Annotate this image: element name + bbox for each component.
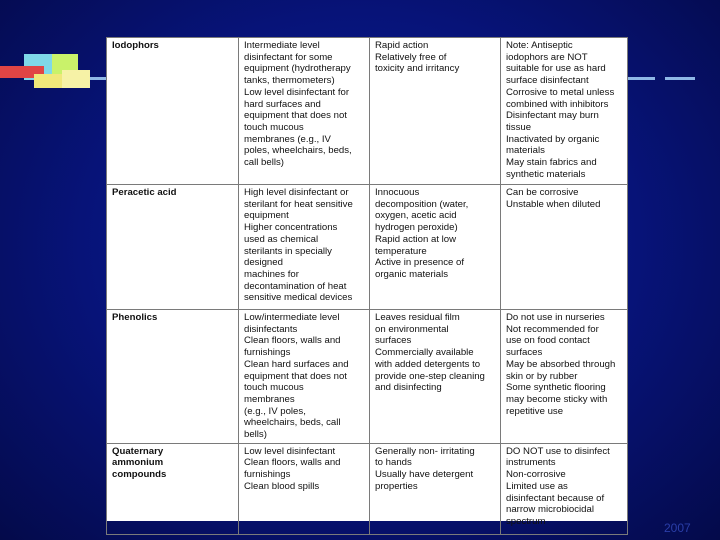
cell-line: Note: Antiseptic <box>506 40 573 51</box>
cell-line: Clean hard surfaces and <box>244 358 349 370</box>
cell-line: touch mucous <box>244 382 304 394</box>
table-row <box>107 310 628 444</box>
cell-line: furnishings <box>244 347 291 359</box>
cell-line: equipment that does not <box>244 110 347 122</box>
cell-line: toxicity and irritancy <box>375 63 460 75</box>
cell-line: disinfectant because of <box>506 492 605 504</box>
cell-line: spectrum <box>506 515 546 527</box>
cell-line: Inactivated by organic <box>506 133 600 145</box>
cell-line: furnishings <box>244 469 291 481</box>
cell-line: membranes <box>244 393 295 405</box>
use-cell <box>239 185 370 310</box>
disadvantages-cell <box>501 185 628 310</box>
cell-line: May stain fabrics and <box>506 157 597 169</box>
cell-line: equipment (hydrotherapy <box>244 63 351 75</box>
cell-line: Phenolics <box>112 312 158 323</box>
cell-line: Can be corrosive <box>506 187 579 198</box>
cell-line: used as chemical <box>244 233 319 245</box>
cell-line: Disinfectant may burn <box>506 110 599 122</box>
footer-year: 2007 <box>664 521 691 535</box>
cell-line: Quaternary <box>112 445 164 457</box>
cell-line: Rapid action at low <box>375 233 457 245</box>
advantages-cell <box>370 38 501 185</box>
cell-line: to hands <box>375 457 412 469</box>
decor-square-yellow <box>34 74 64 88</box>
cell-line: decontamination of heat <box>244 280 347 292</box>
cell-line: disinfectants <box>244 323 298 335</box>
cell-line: and disinfecting <box>375 382 442 394</box>
cell-line: repetitive use <box>506 405 564 417</box>
cell-line: decomposition (water, <box>375 198 469 210</box>
cell-line: Rapid action <box>375 40 429 51</box>
cell-line: on environmental <box>375 323 449 335</box>
cell-line: tissue <box>506 121 532 133</box>
cell-line: Active in presence of <box>375 257 465 269</box>
cell-line: oxygen, acetic acid <box>375 210 457 222</box>
cell-line: Not recommended for <box>506 323 599 335</box>
cell-line: sensitive medical devices <box>244 292 353 304</box>
disadvantages-cell <box>501 38 628 185</box>
cell-line: Do not use in nurseries <box>506 312 605 323</box>
cell-line: equipment <box>244 210 289 222</box>
cell-line: Usually have detergent <box>375 469 474 481</box>
cell-line: Iodophors <box>112 40 159 51</box>
table-row <box>107 185 628 310</box>
cell-line: disinfectant for some <box>244 51 333 63</box>
cell-line: hard surfaces and <box>244 98 321 110</box>
cell-line: Some synthetic flooring <box>506 382 606 394</box>
advantages-cell <box>370 185 501 310</box>
cell-line: bells) <box>244 429 267 441</box>
cell-line: Generally non- irritating <box>375 445 475 457</box>
cell-line: temperature <box>375 245 427 257</box>
cell-line: Corrosive to metal unless <box>506 86 615 98</box>
cell-line: Leaves residual film <box>375 312 460 323</box>
cell-line: Non-corrosive <box>506 469 566 481</box>
table-row <box>107 443 628 534</box>
cell-line: suitable for use as hard <box>506 63 606 75</box>
cell-line: Intermediate level <box>244 40 320 51</box>
decor-rule-left <box>90 77 106 80</box>
cell-line: High level disinfectant or <box>244 187 349 198</box>
cell-line: surface disinfectant <box>506 75 589 87</box>
cell-line: Clean floors, walls and <box>244 457 341 469</box>
cell-line: Clean floors, walls and <box>244 335 341 347</box>
cell-line: Clean blood spills <box>244 480 320 492</box>
cell-line: call bells) <box>244 157 284 169</box>
cell-line: ammonium <box>112 457 164 469</box>
cell-line: Limited use as <box>506 480 568 492</box>
decor-rule-right-2 <box>665 77 695 80</box>
use-cell <box>239 443 370 534</box>
cell-line: with added detergents to <box>375 358 481 370</box>
cell-line: Unstable when diluted <box>506 198 601 210</box>
cell-line: tanks, thermometers) <box>244 75 335 87</box>
disinfectant-table-panel <box>106 37 627 527</box>
agent-cell <box>107 310 239 444</box>
table-row <box>107 38 628 185</box>
cell-line: iodophors are NOT <box>506 51 588 63</box>
cell-line: equipment that does not <box>244 370 347 382</box>
disinfectant-table <box>106 37 628 535</box>
advantages-cell <box>370 443 501 534</box>
cell-line: sterilants in specially <box>244 245 332 257</box>
cell-line: may become sticky with <box>506 393 608 405</box>
cell-line: provide one-step cleaning <box>375 370 485 382</box>
cell-line: Low/intermediate level <box>244 312 340 323</box>
cell-line: sterilant for heat sensitive <box>244 198 353 210</box>
cell-line: Higher concentrations <box>244 222 338 234</box>
cell-line: designed <box>244 257 283 269</box>
cell-line: surfaces <box>506 347 543 359</box>
cell-line: surfaces <box>375 335 412 347</box>
cell-line: synthetic materials <box>506 168 586 180</box>
agent-cell <box>107 185 239 310</box>
cell-line: poles, wheelchairs, beds, <box>244 145 352 157</box>
cell-line: Relatively free of <box>375 51 447 63</box>
cell-line: hydrogen peroxide) <box>375 222 458 234</box>
cell-line: machines for <box>244 268 299 280</box>
use-cell <box>239 310 370 444</box>
cell-line: May be absorbed through <box>506 358 616 370</box>
disadvantages-cell <box>501 443 628 534</box>
decor-square-pale-yellow <box>62 70 90 88</box>
cell-line: membranes (e.g., IV <box>244 133 331 145</box>
agent-cell <box>107 443 239 534</box>
cell-line: properties <box>375 480 418 492</box>
cell-line: compounds <box>112 469 167 481</box>
cell-line: organic materials <box>375 268 449 280</box>
cell-line: use on food contact <box>506 335 590 347</box>
cell-line: Peracetic acid <box>112 187 177 198</box>
use-cell <box>239 38 370 185</box>
cell-line: (e.g., IV poles, <box>244 405 306 417</box>
cell-line: Low level disinfectant <box>244 445 336 457</box>
cell-line: narrow microbiocidal <box>506 504 594 516</box>
cell-line: combined with inhibitors <box>506 98 609 110</box>
cell-line: materials <box>506 145 545 157</box>
disadvantages-cell <box>501 310 628 444</box>
decor-rule-right-1 <box>627 77 655 80</box>
agent-cell <box>107 38 239 185</box>
cell-line: wheelchairs, beds, call <box>244 417 341 429</box>
cell-line: DO NOT use to disinfect <box>506 445 610 457</box>
cell-line: Innocuous <box>375 187 420 198</box>
cell-line: touch mucous <box>244 121 304 133</box>
advantages-cell <box>370 310 501 444</box>
cell-line: skin or by rubber <box>506 370 578 382</box>
cell-line: Low level disinfectant for <box>244 86 350 98</box>
cell-line: instruments <box>506 457 556 469</box>
cell-line: Commercially available <box>375 347 474 359</box>
